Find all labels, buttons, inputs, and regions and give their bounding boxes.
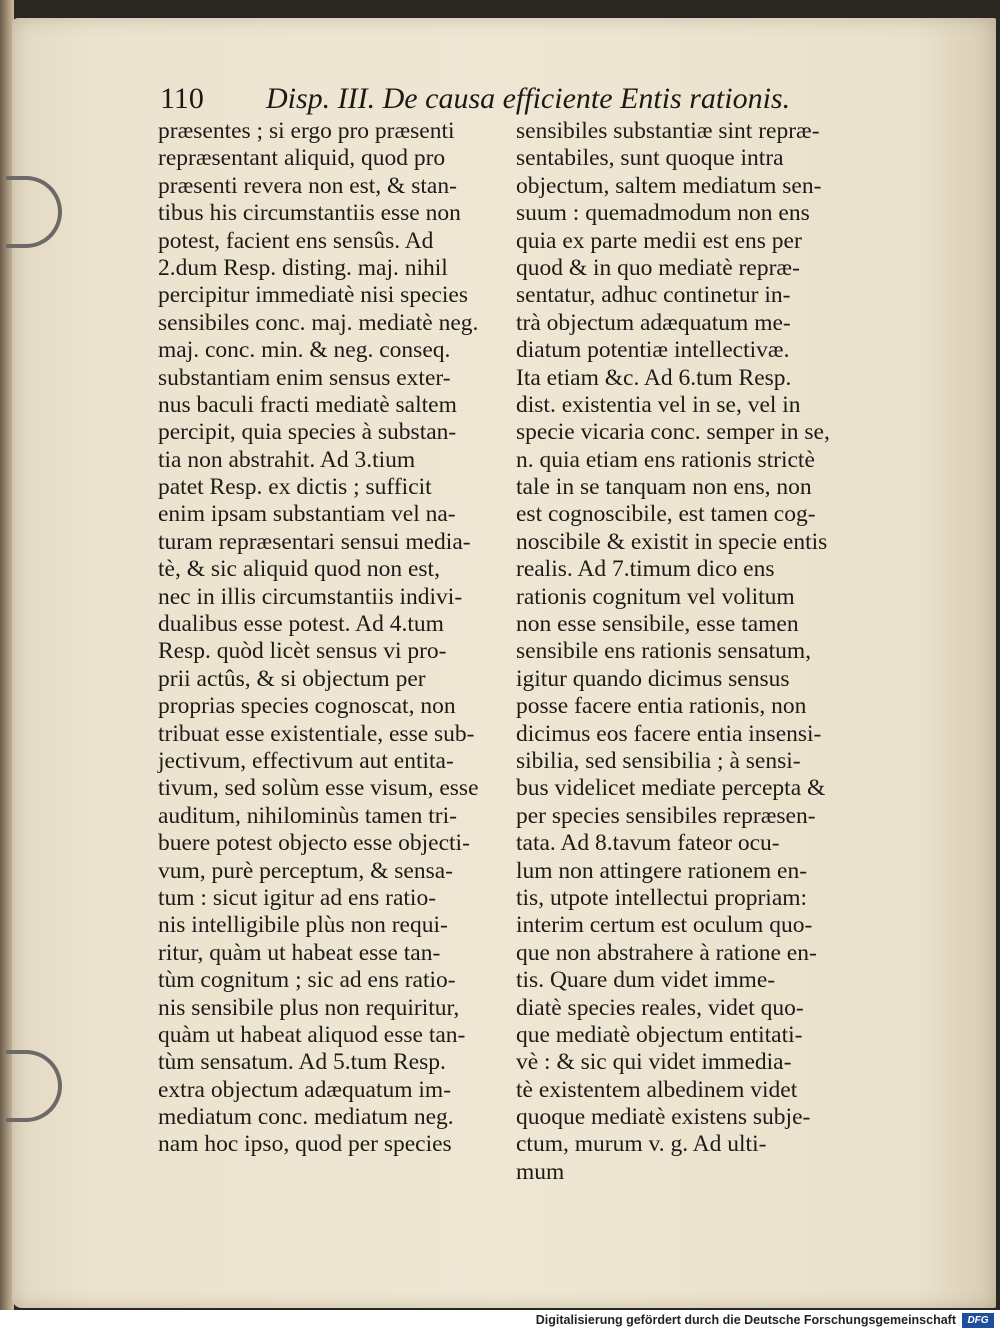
text-line: ctum, murum v. g. Ad ulti- [516,1131,767,1158]
binder-ring-bottom [6,1050,62,1122]
text-line: est cognoscibile, est tamen cog- [516,501,816,528]
text-line: Resp. quòd licèt sensus vi pro- [158,638,447,665]
text-line: tribuat esse existentiale, esse sub- [158,720,475,747]
text-line: tum : sicut igitur ad ens ratio- [158,884,437,911]
right-column [516,118,868,1186]
funding-credit: Digitalisierung gefördert durch die Deutsche Forschungsgemeinschaft [535,1313,956,1327]
text-line: percipit, quia species à substan- [158,419,457,446]
text-line: objectum, saltem mediatum sen- [516,172,822,199]
dfg-logo: DFG [962,1313,994,1328]
text-line: specie vicaria conc. semper in se, [516,419,830,446]
text-line: quàm ut habeat aliquod esse tan- [158,1021,466,1048]
text-line: realis. Ad 7.timum dico ens [516,556,775,583]
text-line: turam repræsentari sensui media- [158,528,471,555]
text-line: que non abstrahere à ratione en- [516,939,817,966]
text-line: posse facere entia rationis, non [516,693,807,720]
text-line: lum non attingere rationem en- [516,857,808,884]
text-line: mediatum conc. mediatum neg. [158,1104,454,1131]
text-line: diatum potentiæ intellectivæ. [516,337,790,364]
running-title: Disp. III. De causa efficiente Entis rationis. [266,82,791,115]
text-line: diatè species reales, videt quo- [516,994,804,1021]
text-line: tivum, sed solùm esse visum, esse [158,775,479,802]
text-line: per species sensibiles repræsen- [516,802,816,829]
text-line: proprias species cognoscat, non [158,693,456,720]
binder-ring-top [6,176,62,248]
text-line: sentabiles, sunt quoque intra [516,145,784,172]
text-line: patet Resp. ex dictis ; sufficit [158,474,432,501]
text-line: interim certum est oculum quo- [516,912,813,939]
text-line: mum [516,1158,565,1185]
text-line: suum : quemadmodum non ens [516,200,810,227]
page-header [160,82,800,122]
text-line: dist. existentia vel in se, vel in [516,391,801,418]
text-line: tè existentem albedinem videt [516,1076,798,1103]
text-line: tis, utpote intellectui propriam: [516,884,808,911]
text-line: præsenti revera non est, & stan- [158,172,457,199]
text-line: nam hoc ipso, quod per species [158,1131,452,1158]
text-line: tè, & sic aliquid quod non est, [158,556,440,583]
text-line: dicimus eos facere entia insensi- [516,720,822,747]
page-number: 110 [160,82,204,115]
text-line: igitur quando dicimus sensus [516,665,790,692]
text-line: tibus his circumstantiis esse non [158,200,461,227]
text-line: quod & in quo mediatè repræ- [516,254,800,281]
text-line: sentatur, adhuc continetur in- [516,282,791,309]
text-line: extra objectum adæquatum im- [158,1076,452,1103]
text-line: sensibile ens rationis sensatum, [516,638,812,665]
text-line: tata. Ad 8.tavum fateor ocu- [516,830,780,857]
text-line: maj. conc. min. & neg. conseq. [158,337,451,364]
text-line: ritur, quàm ut habeat esse tan- [158,939,441,966]
text-line: trà objectum adæquatum me- [516,309,791,336]
text-line: noscibile & existit in specie entis [516,528,828,555]
text-line: nis intelligibile plùs non requi- [158,912,448,939]
text-line: 2.dum Resp. disting. maj. nihil [158,254,448,281]
text-line: Ita etiam &c. Ad 6.tum Resp. [516,364,792,391]
text-line: dualibus esse potest. Ad 4.tum [158,611,444,638]
footer-bar [0,1310,1000,1332]
text-line: tale in se tanquam non ens, non [516,474,812,501]
text-line: que mediatè objectum entitati- [516,1021,803,1048]
text-line: præsentes ; si ergo pro præsenti [158,118,455,144]
text-line: buere potest objecto esse objecti- [158,830,470,857]
text-line: sibilia, sed sensibilia ; à sensi- [516,747,801,774]
text-line: vè : & sic qui videt immedia- [516,1049,792,1076]
text-line: auditum, nihilominùs tamen tri- [158,802,457,829]
text-line: repræsentant aliquid, quod pro [158,145,446,172]
text-line: jectivum, effectivum aut entita- [158,747,454,774]
text-line: prii actûs, & si objectum per [158,665,426,692]
text-line: vum, purè perceptum, & sensa- [158,857,453,884]
text-line: substantiam enim sensus exter- [158,364,451,391]
text-line: tùm sensatum. Ad 5.tum Resp. [158,1049,446,1076]
text-line: bus videlicet mediate percepta & [516,775,826,802]
text-line: n. quia etiam ens rationis strictè [516,446,815,473]
text-line: quoque mediatè existens subje- [516,1104,811,1131]
text-line: tis. Quare dum videt imme- [516,967,776,994]
text-line: rationis cognitum vel volitum [516,583,795,610]
text-line: sensibiles conc. maj. mediatè neg. [158,309,479,336]
text-line: potest, facient ens sensûs. Ad [158,227,434,254]
text-line: nus baculi fracti mediatè saltem [158,391,457,418]
left-column [158,118,496,1159]
text-line: nis sensibile plus non requiritur, [158,994,460,1021]
text-line: quia ex parte medii est ens per [516,227,802,254]
text-line: nec in illis circumstantiis indivi- [158,583,463,610]
text-line: non esse sensibile, esse tamen [516,611,799,638]
text-line: sensibiles substantiæ sint repræ- [516,118,820,144]
text-line: tùm cognitum ; sic ad ens ratio- [158,967,456,994]
text-line: enim ipsam substantiam vel na- [158,501,456,528]
text-line: tia non abstrahit. Ad 3.tium [158,446,416,473]
text-line: percipitur immediatè nisi species [158,282,468,309]
